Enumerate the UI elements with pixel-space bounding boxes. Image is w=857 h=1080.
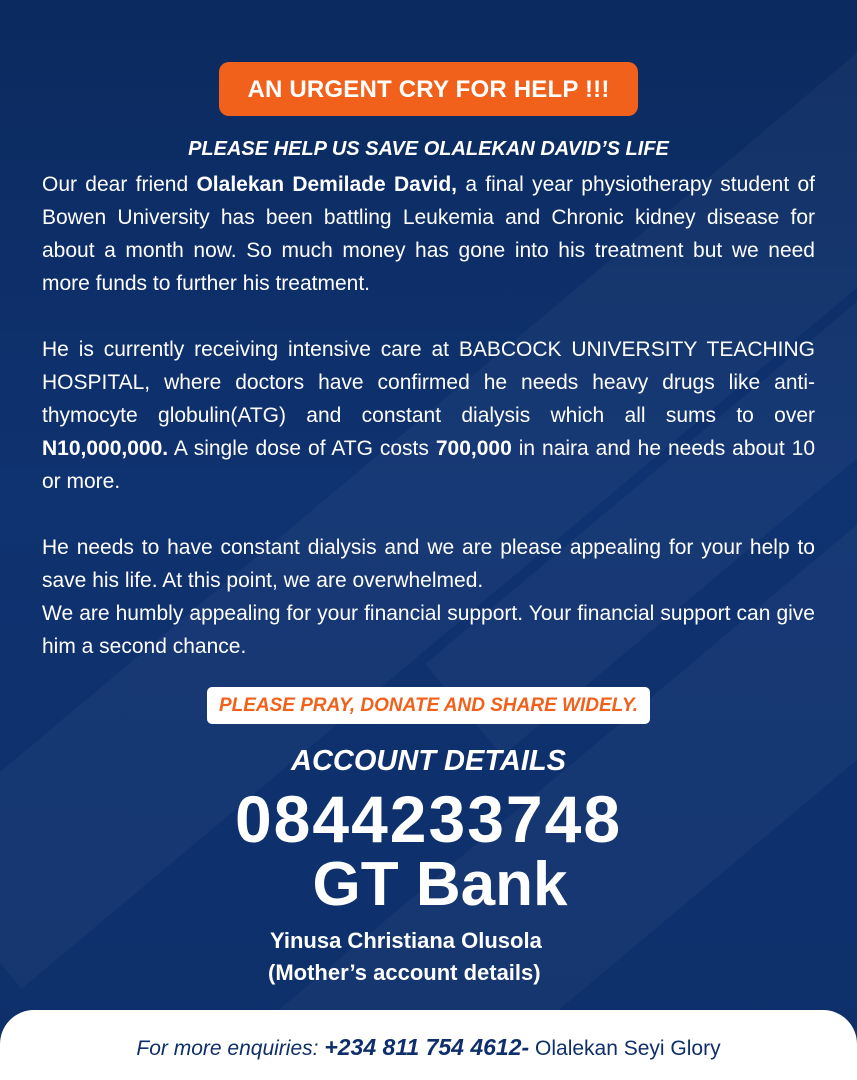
headline-container — [0, 62, 857, 116]
patient-name: Olalekan Demilade David, — [196, 173, 458, 196]
story-paragraph-1: Our dear friend Olalekan Demilade David, a final year physiotherapy student of Bowen University has been battling Leukemia and Chronic kidney disease for about a month now. So much money has gone into his treatment but we need more funds to further his treatment. — [42, 173, 816, 295]
account-details-title: ACCOUNT DETAILS — [291, 745, 566, 777]
story-paragraph-4: We are humbly appealing for your financial support. Your financial support can give him a second chance. — [42, 602, 815, 658]
account-holder: Yinusa Christiana Olusola — [270, 928, 542, 953]
headline-badge: AN URGENT CRY FOR HELP !!! — [219, 62, 637, 116]
footer-phone[interactable]: +234 811 754 4612- — [324, 1034, 530, 1060]
story-paragraph-3: He needs to have constant dialysis and we are please appealing for your help to save his life. At this point, we are overwhelmed. — [42, 536, 815, 592]
total-amount: N10,000,000. — [42, 437, 169, 460]
story-body — [42, 168, 815, 663]
story-paragraph-2: He is currently receiving intensive care at BABCOCK UNIVERSITY TEACHING HOSPITAL, where doctors have confirmed he needs heavy drugs like anti-thymocyte globulin(ATG) and constant dialysis which all sums to over N10,000,000. A single dose of ATG costs 700,000 in naira and he needs about 10 or more. — [42, 338, 816, 493]
footer-label: For more enquiries: — [136, 1037, 319, 1060]
subheading: PLEASE HELP US SAVE OLALEKAN DAVID’S LIFE — [188, 138, 669, 160]
footer-contact-name: Olalekan Seyi Glory — [535, 1037, 721, 1060]
bank-name: GT Bank — [312, 850, 568, 919]
pray-banner: PLEASE PRAY, DONATE AND SHARE WIDELY. — [207, 687, 650, 724]
dose-cost: 700,000 — [435, 437, 512, 460]
footer — [0, 1010, 857, 1080]
footer-contact-line — [0, 1034, 857, 1061]
account-holder-note: (Mother’s account details) — [268, 960, 541, 985]
pray-banner-container — [0, 687, 857, 724]
account-number: 0844233748 — [234, 782, 623, 856]
